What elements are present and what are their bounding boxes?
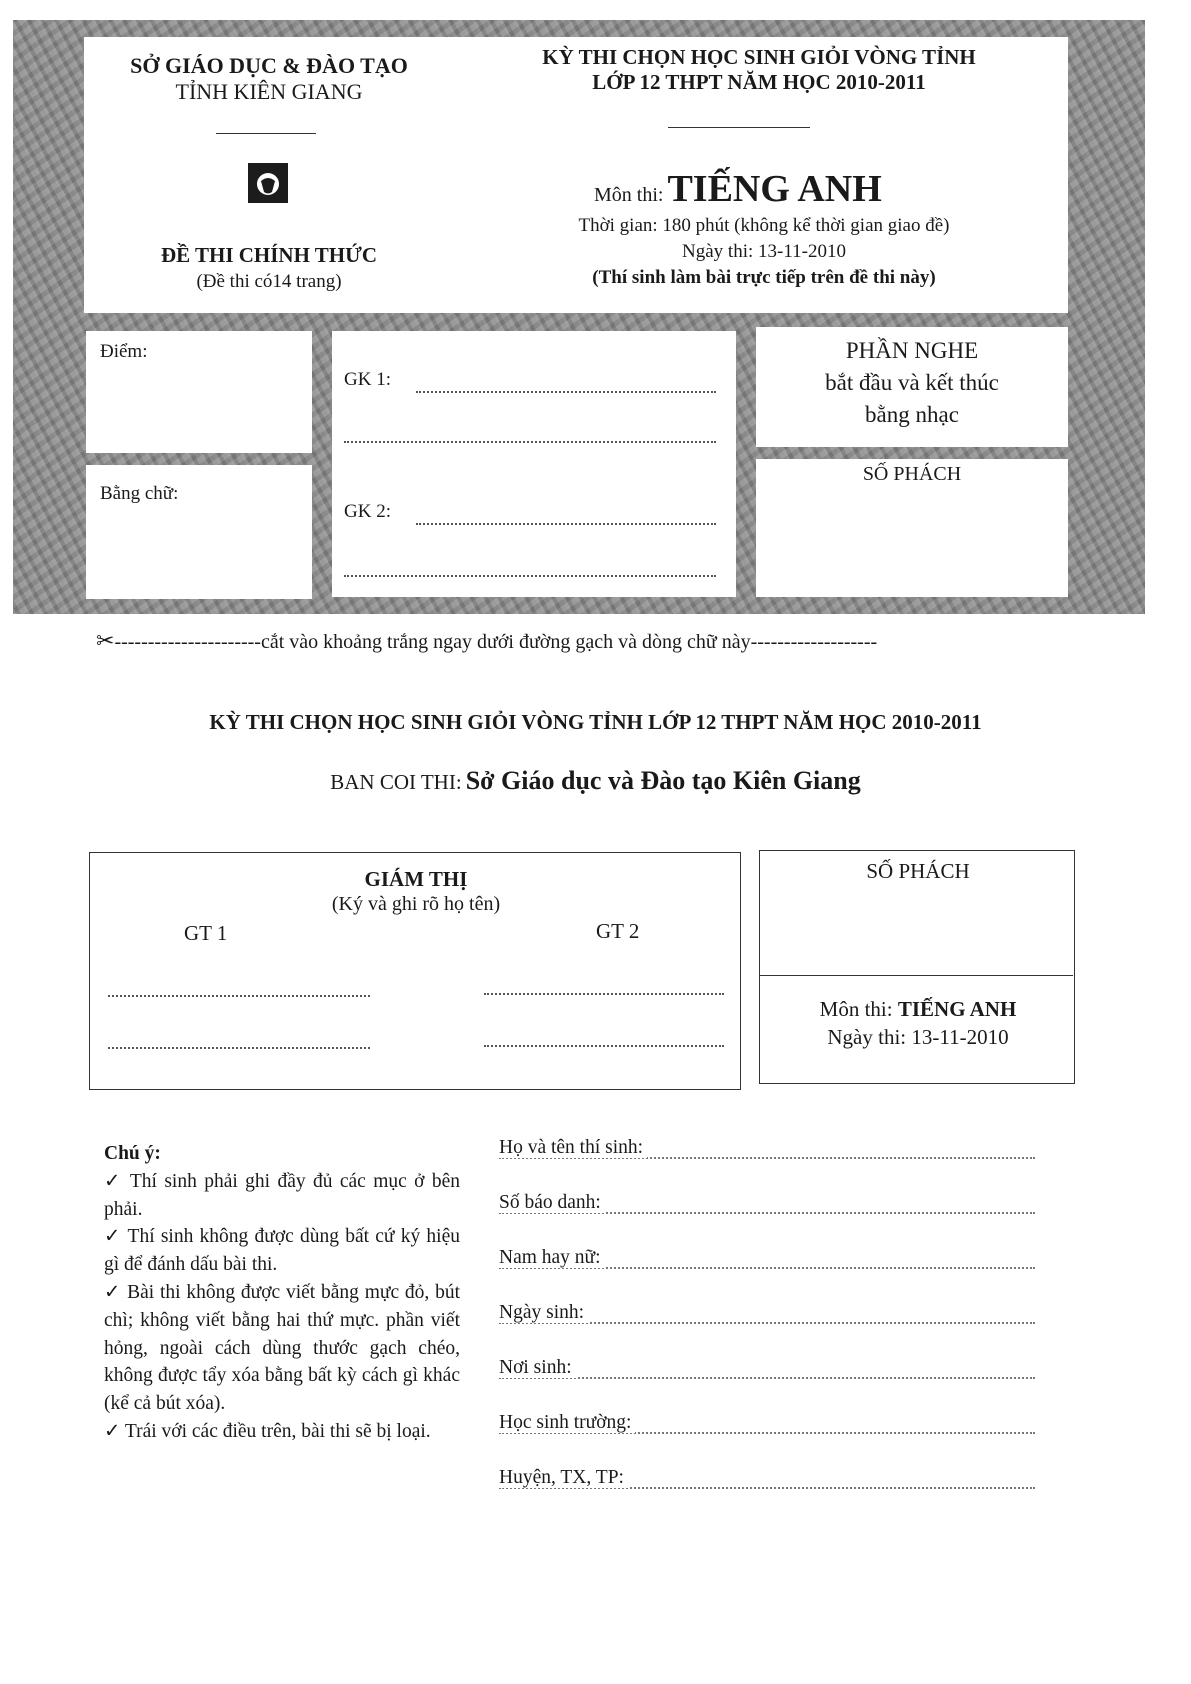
listening-line2: bắt đầu và kết thúc [825, 370, 999, 395]
field-full-name[interactable] [499, 1137, 1035, 1192]
listening-line1: PHẦN NGHE [845, 338, 979, 363]
org-line2: TỈNH KIÊN GIANG [175, 79, 363, 104]
field-gender[interactable] [499, 1247, 1035, 1302]
ban-coi-value: Sở Giáo dục và Đào tạo Kiên Giang [465, 766, 861, 795]
field-birth-place[interactable] [499, 1357, 1035, 1412]
ministry-logo-icon [248, 163, 288, 203]
date-lower: Ngày thi: 13-11-2010 [827, 1025, 1009, 1049]
divider [216, 133, 316, 134]
so-phach-label: SỐ PHÁCH [862, 463, 962, 485]
field-birth-date[interactable] [499, 1302, 1035, 1357]
supervisor-title: GIÁM THỊ [364, 867, 468, 891]
exam-title [474, 45, 1044, 95]
field-label: Ngày sinh: [499, 1302, 588, 1323]
field-label: Họ và tên thí sinh: [499, 1137, 647, 1158]
subject-label: Môn thi: [594, 184, 664, 206]
grader-box [332, 331, 736, 597]
gt1-name-line [108, 1047, 370, 1049]
ban-coi-line [0, 766, 1191, 796]
so-phach-top-box [756, 459, 1068, 597]
score-label: Điểm: [100, 341, 148, 362]
grader1-line [416, 391, 716, 393]
grader1-label: GK 1: [344, 369, 391, 390]
grader1-line2 [344, 441, 716, 443]
gt1-sign-line [108, 995, 370, 997]
grader2-label: GK 2: [344, 501, 391, 522]
so-phach-lower-label: SỐ PHÁCH [866, 859, 970, 883]
divider [760, 975, 1073, 976]
sign-note: (Ký và ghi rõ họ tên) [331, 893, 501, 915]
listening-box [756, 327, 1068, 447]
lower-title: KỲ THI CHỌN HỌC SINH GIỎI VÒNG TỈNH LỚP 12 THPT NĂM HỌC 2010-2011 [209, 710, 982, 734]
subject-line-lower [760, 997, 1076, 1022]
candidate-fields [499, 1137, 1035, 1522]
exam-line1: KỲ THI CHỌN HỌC SINH GIỎI VÒNG TỈNH [542, 45, 976, 69]
field-label: Huyện, TX, TP: [499, 1467, 628, 1488]
exam-instruction: (Thí sinh làm bài trực tiếp trên đề thi này) [592, 267, 936, 288]
field-label: Số báo danh: [499, 1192, 605, 1213]
subject-lower-value: TIẾNG ANH [897, 997, 1017, 1021]
field-label: Nơi sinh: [499, 1357, 576, 1378]
exam-time: Thời gian: 180 phút (không kể thời gian giao đề) [578, 215, 950, 236]
cut-line-text: ----------------------cắt vào khoảng trắng ngay dưới đường gạch và dòng chữ này------------------- [114, 631, 878, 653]
listening-line3: bằng nhạc [865, 402, 959, 427]
subject-name: TIẾNG ANH [667, 168, 882, 210]
org-line1: SỞ GIÁO DỤC & ĐÀO TẠO [130, 53, 408, 78]
ban-coi-label: BAN COI THI: [330, 770, 462, 794]
grader2-line [416, 523, 716, 525]
subject-line [594, 167, 882, 211]
note-item: ✓ Trái với các điều trên, bài thi sẽ bị loại. [104, 1420, 431, 1442]
score-words-box [86, 465, 312, 599]
supervisor-box [89, 852, 741, 1090]
divider [668, 127, 810, 128]
field-label: Nam hay nữ: [499, 1247, 605, 1268]
field-label: Học sinh trường: [499, 1412, 635, 1433]
header-card [84, 37, 1068, 313]
field-candidate-number[interactable] [499, 1192, 1035, 1247]
notes [104, 1140, 460, 1446]
score-words-label: Bằng chữ: [100, 483, 179, 504]
note-item: ✓ Thí sinh không được dùng bất cứ ký hiệu gì để đánh dấu bài thi. [104, 1226, 460, 1276]
gt2-sign-line [484, 993, 724, 995]
org-name [84, 53, 454, 105]
field-school[interactable] [499, 1412, 1035, 1467]
notes-title: Chú ý: [104, 1143, 161, 1164]
so-phach-box [759, 850, 1075, 1084]
scissors-icon: ✂ [96, 628, 115, 653]
score-box [86, 331, 312, 453]
exam-line2: LỚP 12 THPT NĂM HỌC 2010-2011 [592, 70, 926, 94]
exam-date: Ngày thi: 13-11-2010 [682, 241, 846, 262]
gt1-label: GT 1 [184, 921, 228, 945]
grader2-line2 [344, 575, 716, 577]
official-label: ĐỀ THI CHÍNH THỨC [160, 243, 378, 267]
gt2-name-line [484, 1045, 724, 1047]
note-item: ✓ Thí sinh phải ghi đầy đủ các mục ở bên phải. [104, 1170, 460, 1220]
field-district[interactable] [499, 1467, 1035, 1522]
cut-line [96, 628, 877, 654]
gt2-label: GT 2 [596, 919, 640, 943]
subject-lower-label: Môn thi: [819, 997, 893, 1021]
pages-note: (Đề thi có14 trang) [196, 271, 342, 292]
note-item: ✓ Bài thi không được viết bằng mực đỏ, bút chì; không viết bằng hai thứ mực. phần viết hỏng, ngoài cách dùng thước gạch chéo, không được tẩy xóa bằng bất kỳ cách gì khác (kể cả bút xóa). [104, 1281, 460, 1415]
